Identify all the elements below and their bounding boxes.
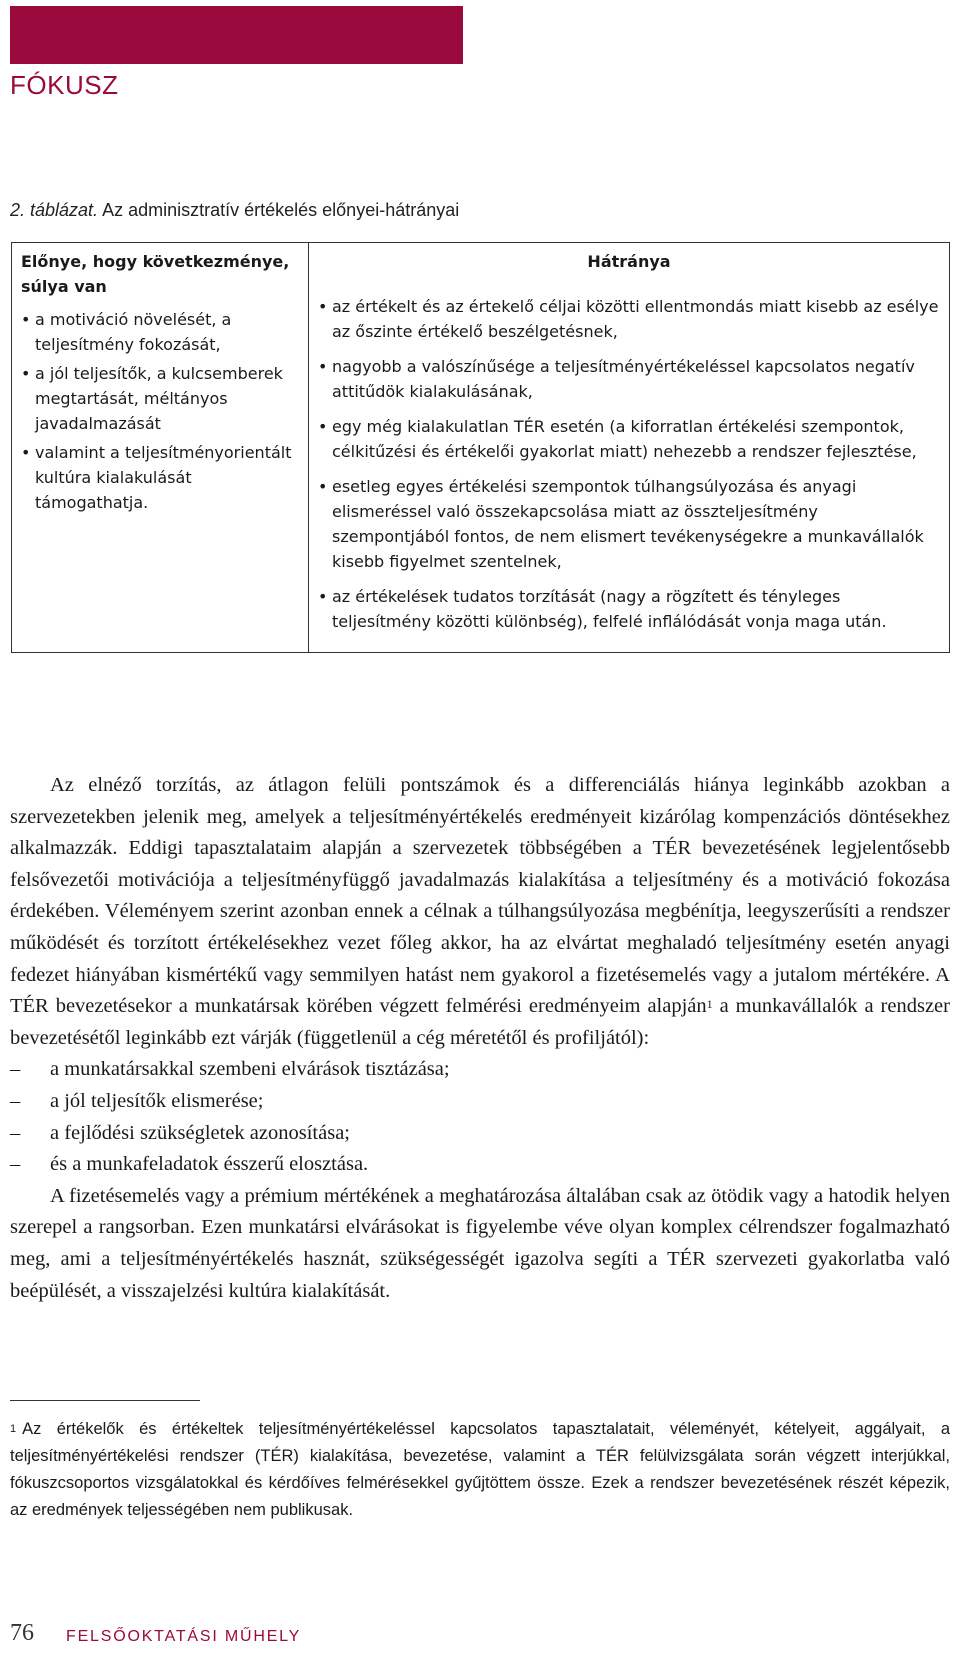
- footnote-mark: 1: [10, 1423, 17, 1435]
- footnote: [10, 1416, 950, 1524]
- expectation-item: – a munkatársakkal szembeni elvárások tisztázása;: [10, 1054, 950, 1086]
- journal-name: FELSŐOKTATÁSI MŰHELY: [66, 1628, 302, 1645]
- disadvantages-column: [309, 243, 950, 653]
- paragraph-1: [10, 770, 950, 1054]
- header-color-band: [10, 6, 463, 64]
- disadvantage-item: • esetleg egyes értékelési szempontok túlhangsúlyozása és anyagi elismeréssel való összekapcsolása miatt az összteljesítmény szempontjából fontos, de nem elismert tevékenységekre a munkavállalók kisebb figyelmet szentelnek,: [318, 474, 940, 574]
- advantages-heading: Előnye, hogy következménye, súlya van: [21, 252, 290, 296]
- advantage-item: • a motiváció növelését, a teljesítmény fokozását,: [21, 307, 299, 357]
- table-caption-number: 2. táblázat.: [10, 200, 99, 220]
- page-number: 76: [10, 1620, 34, 1646]
- section-label: FÓKUSZ: [10, 70, 119, 100]
- advantage-item: • a jól teljesítők, a kulcsemberek megtartását, méltányos javadalmazását: [21, 361, 299, 436]
- footnote-text: Az értékelők és értékeltek teljesítményértékeléssel kapcsolatos tapasztalatait, véleményét, kételyeit, aggályait, a teljesítményértékelési rendszer (TÉR) kialakítása, bevezetése, valamint a TÉR felülvizsgálata során végzett interjúkkal, fókuszcsoportos vizsgálatokkal és kérdőíves felmérésekkel gyűjtöttem össze. Ezek a rendszer bevezetésének részét képezik, az eredmények teljességében nem publikusak.: [10, 1420, 950, 1519]
- disadvantage-item: • az értékelt és az értekelő céljai közötti ellentmondás miatt kisebb az esélye az őszinte értékelő beszélgetésnek,: [318, 294, 940, 344]
- disadvantage-item: • nagyobb a valószínűsége a teljesítményértékeléssel kapcsolatos negatív attitűdök kialakulásának,: [318, 354, 940, 404]
- footnote-divider: [10, 1400, 200, 1401]
- disadvantages-list: [318, 294, 940, 634]
- disadvantages-heading: Hátránya: [587, 252, 671, 271]
- table-caption-title: Az adminisztratív értékelés előnyei-hátrányai: [102, 200, 460, 220]
- expectation-item: – a fejlődési szükségletek azonosítása;: [10, 1118, 950, 1150]
- disadvantage-item: • egy még kialakulatlan TÉR esetén (a kiforratlan értékelési szempontok, célkitűzési és értékelői gyakorlat miatt) nehezebb a rendszer fejlesztése,: [318, 414, 940, 464]
- paragraph-1-continuation: a munkavállalók a rendszer bevezetésétől leginkább ezt várják (függetlenül a cég méretétől és profiljától):: [10, 995, 950, 1049]
- body-text: [10, 770, 950, 1307]
- footnote-reference[interactable]: 1: [706, 997, 713, 1012]
- table-caption: [10, 200, 459, 221]
- expectation-item: – és a munkafeladatok ésszerű elosztása.: [10, 1149, 950, 1181]
- expectation-item: – a jól teljesítők elismerése;: [10, 1086, 950, 1118]
- paragraph-1-text: Az elnéző torzítás, az átlagon felüli pontszámok és a differenciálás hiánya leginkább azokban a szervezetekben jelenik meg, amelyek a teljesítményértékelés eredményeit kizárólag kompenzációs döntésekhez alkalmazzák. Eddigi tapasztalataim alapján a szervezetek többségében a TÉR bevezetésének legjelentősebb felsővezetői motivációja a teljesítményfüggő javadalmazás kialakítása a teljesítmény és a motiváció fokozása érdekében. Véleményem szerint azonban ennek a célnak a túlhangsúlyozása megbénítja, leegyszerűsíti a rendszer működését és torzított értékelésekhez vezet főleg akkor, ha az elvártat meghaladó teljesítmény esetén anyagi fedezet hiányában kismértékű vagy semmilyen hatást nem gyakorol a fizetésemelés vagy a jutalom mértékére. A TÉR bevezetésekor a munkatársak körében végzett felmérési eredményeim alapján: [10, 774, 950, 1018]
- expectations-list: [10, 1054, 950, 1180]
- pros-cons-table: [11, 242, 950, 653]
- advantages-list: [21, 307, 299, 515]
- disadvantage-item: • az értékelések tudatos torzítását (nagy a rögzített és tényleges teljesítmény közötti különbség), felfelé inflálódását vonja maga után.: [318, 584, 940, 634]
- advantage-item: • valamint a teljesítményorientált kultúra kialakulását támogathatja.: [21, 440, 299, 515]
- advantages-column: [12, 243, 309, 653]
- paragraph-2: A fizetésemelés vagy a prémium mértékének a meghatározása általában csak az ötödik vagy a hatodik helyen szerepel a rangsorban. Ezen munkatársi elvárásokat is figyelembe véve olyan komplex célrendszer fogalmazható meg, ami a teljesítményértékelés hasznát, szükségességét igazolva segíti a TÉR szervezeti gyakorlatba való beépülését, a visszajelzési kultúra kialakítását.: [10, 1184, 950, 1302]
